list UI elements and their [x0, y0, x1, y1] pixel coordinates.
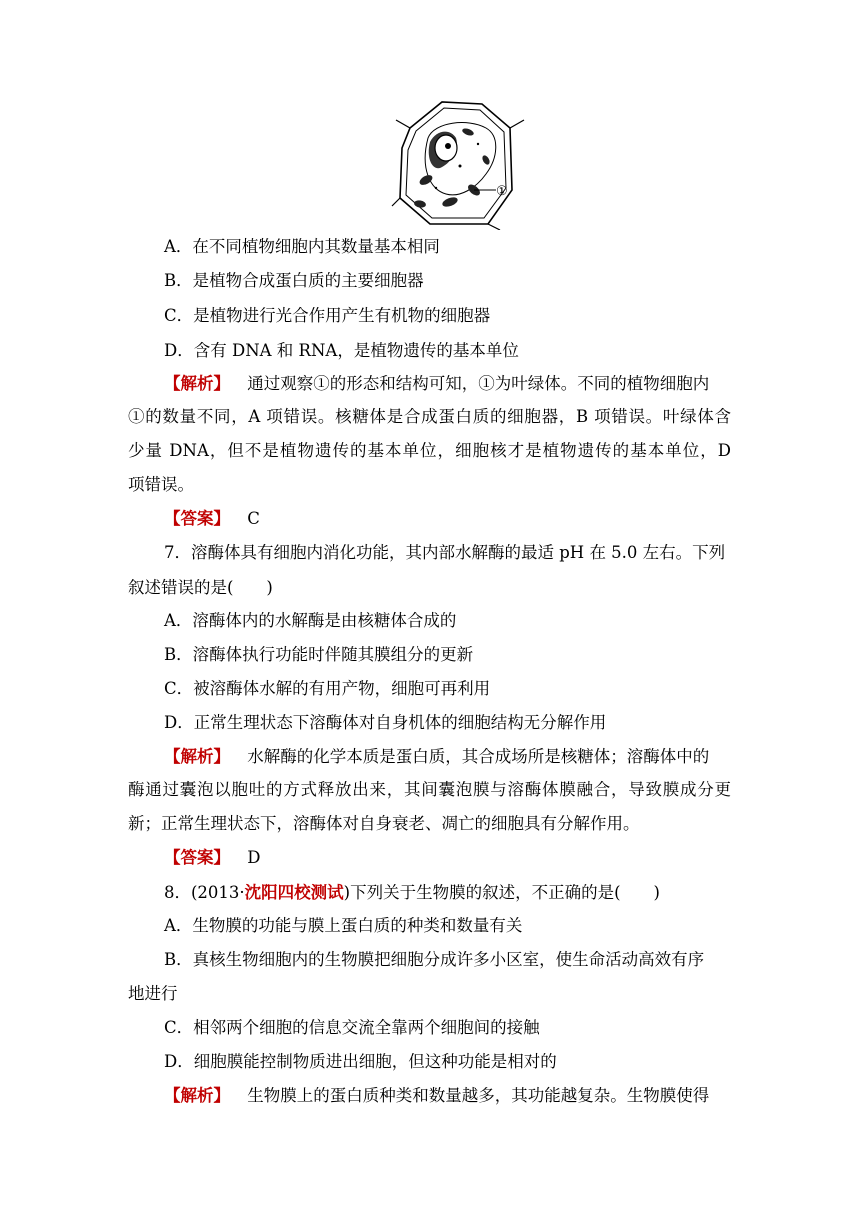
q6-option-d: D．含有 DNA 和 RNA，是植物遗传的基本单位 — [164, 341, 519, 360]
figure-label: ① — [496, 184, 508, 199]
q8-option-c: C．相邻两个细胞的信息交流全靠两个细胞间的接触 — [164, 1018, 540, 1037]
q8-option-d: D．细胞膜能控制物质进出细胞，但这种功能是相对的 — [164, 1052, 557, 1071]
q7-option-b: B．溶酶体执行功能时伴随其膜组分的更新 — [164, 645, 474, 664]
q7-stem-line-1: 7．溶酶体具有细胞内消化功能，其内部水解酶的最适 pH 在 5.0 左右。下列 — [164, 543, 726, 562]
q8-stem-prefix: 8．(2013· — [164, 883, 245, 902]
q8-option-a: A．生物膜的功能与膜上蛋白质的种类和数量有关 — [164, 916, 523, 935]
q6-analysis-line-2: ①的数量不同，A 项错误。核糖体是合成蛋白质的细胞器，B 项错误。叶绿体含 — [128, 407, 731, 426]
q8-stem-source: 沈阳四校测试 — [244, 883, 344, 902]
analysis-tag: 【解析】 — [164, 747, 230, 766]
q6-option-a: A．在不同植物细胞内其数量基本相同 — [164, 237, 440, 256]
q6-analysis-line-1 — [164, 373, 709, 395]
analysis-text: 生物膜上的蛋白质种类和数量越多，其功能越复杂。生物膜使得 — [247, 1086, 710, 1105]
analysis-tag: 【解析】 — [164, 1086, 230, 1105]
q6-option-b: B．是植物合成蛋白质的主要细胞器 — [164, 271, 424, 290]
q7-option-d: D．正常生理状态下溶酶体对自身机体的细胞结构无分解作用 — [164, 713, 607, 732]
answer-value: D — [247, 848, 261, 867]
q7-stem-line-2: 叙述错误的是( ) — [128, 578, 273, 597]
q8-stem — [164, 882, 660, 904]
q7-answer — [164, 847, 260, 869]
q6-answer — [164, 508, 260, 530]
analysis-tag: 【解析】 — [164, 374, 230, 393]
q6-analysis-line-3: 少量 DNA，但不是植物遗传的基本单位，细胞核才是植物遗传的基本单位，D — [128, 441, 731, 460]
q7-option-a: A．溶酶体内的水解酶是由核糖体合成的 — [164, 611, 457, 630]
answer-tag: 【答案】 — [164, 509, 230, 528]
q8-analysis-line-1 — [164, 1085, 709, 1107]
answer-tag: 【答案】 — [164, 848, 230, 867]
q8-option-b-line-1: B．真核生物细胞内的生物膜把细胞分成许多小区室，使生命活动高效有序 — [164, 950, 705, 969]
analysis-text: 通过观察①的形态和结构可知，①为叶绿体。不同的植物细胞内 — [247, 374, 710, 393]
q7-option-c: C．被溶酶体水解的有用产物，细胞可再利用 — [164, 679, 491, 698]
q7-analysis-line-2: 酶通过囊泡以胞吐的方式释放出来，其间囊泡膜与溶酶体膜融合，导致膜成分更 — [128, 780, 731, 799]
q6-analysis-line-4: 项错误。 — [128, 475, 194, 494]
analysis-text: 水解酶的化学本质是蛋白质，其合成场所是核糖体；溶酶体中的 — [247, 747, 710, 766]
answer-value: C — [247, 509, 260, 528]
q8-option-b-line-2: 地进行 — [128, 984, 178, 1003]
plant-cell-figure — [390, 98, 530, 230]
q7-analysis-line-3: 新；正常生理状态下，溶酶体对自身衰老、凋亡的细胞具有分解作用。 — [128, 814, 640, 833]
q6-option-c: C．是植物进行光合作用产生有机物的细胞器 — [164, 306, 491, 325]
q8-stem-suffix: )下列关于生物膜的叙述，不正确的是( ) — [343, 883, 660, 902]
q7-analysis-line-1 — [164, 746, 709, 768]
